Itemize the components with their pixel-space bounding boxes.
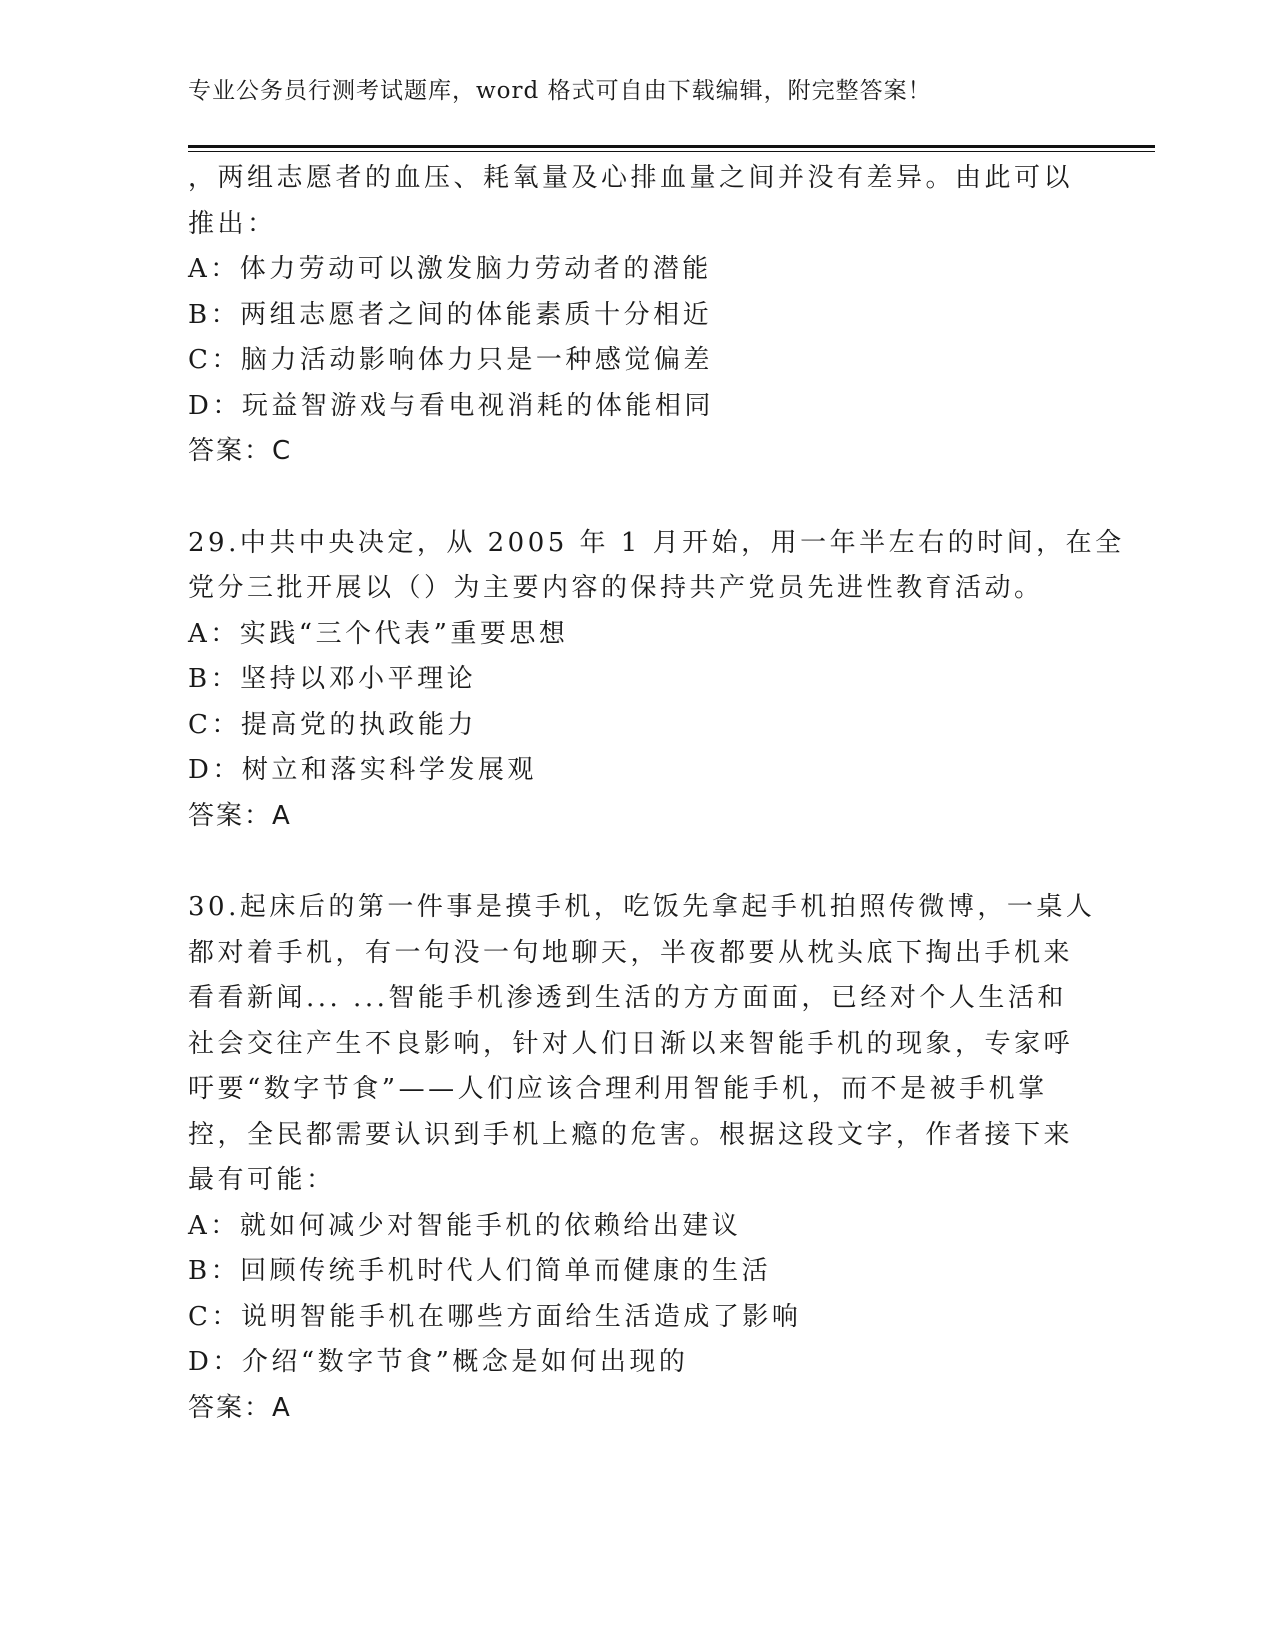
option-a: A：实践“三个代表”重要思想 [188,618,569,649]
answer-line: 答案：C [188,436,293,466]
question-30 [188,885,1096,1431]
option-d: D：玩益智游戏与看电视消耗的体能相同 [188,390,714,421]
option-d: D：介绍“数字节食”概念是如何出现的 [188,1347,689,1377]
answer-line: 答案：A [188,800,292,831]
option-d: D：树立和落实科学发展观 [188,755,537,785]
question-stem-line: 29.中共中央决定，从 2005 年 1 月开始，用一年半左右的时间，在全 [188,527,1125,558]
question-stem-line: 社会交往产生不良影响，针对人们日渐以来智能手机的现象，专家呼 [188,1028,1074,1059]
question-stem-line: 控，全民都需要认识到手机上瘾的危害。根据这段文字，作者接下来 [188,1119,1074,1150]
question-stem-line: 30.起床后的第一件事是摸手机，吃饭先拿起手机拍照传微博，一桌人 [188,892,1096,922]
question-stem-line: ，两组志愿者的血压、耗氧量及心排血量之间并没有差异。由此可以 [188,163,1074,193]
option-c: C：提高党的执政能力 [188,709,477,740]
question-stem-line: 推出： [188,208,277,239]
header-rule-thick [188,145,1155,148]
question-stem-line: 吁要“数字节食”——人们应该合理利用智能手机，而不是被手机掌 [188,1074,1048,1104]
option-b: B：回顾传统手机时代人们简单而健康的生活 [188,1256,772,1286]
option-a: A：就如何减少对智能手机的依赖给出建议 [188,1210,742,1241]
option-b: B：坚持以邓小平理论 [188,664,477,694]
question-stem-line: 看看新闻... ...智能手机渗透到生活的方方面面，已经对个人生活和 [188,983,1067,1013]
option-c: C：脑力活动影响体力只是一种感觉偏差 [188,345,713,375]
answer-line: 答案：A [188,1392,292,1423]
question-28 [188,156,1088,475]
question-stem-line: 都对着手机，有一句没一句地聊天，半夜都要从枕头底下掏出手机来 [188,937,1074,968]
document-body [188,156,1125,1431]
option-b: B：两组志愿者之间的体能素质十分相近 [188,299,713,330]
question-stem-line: 党分三批开展以（）为主要内容的保持共产党员先进性教育活动。 [188,573,1044,603]
question-stem-line: 最有可能： [188,1165,336,1195]
question-29 [188,521,1125,840]
option-a: A：体力劳动可以激发脑力劳动者的潜能 [188,254,712,284]
header-rule-thin [188,151,1155,152]
option-c: C：说明智能手机在哪些方面给生活造成了影响 [188,1301,802,1332]
page-header: 专业公务员行测考试题库，word 格式可自由下载编辑，附完整答案！ [188,78,932,104]
